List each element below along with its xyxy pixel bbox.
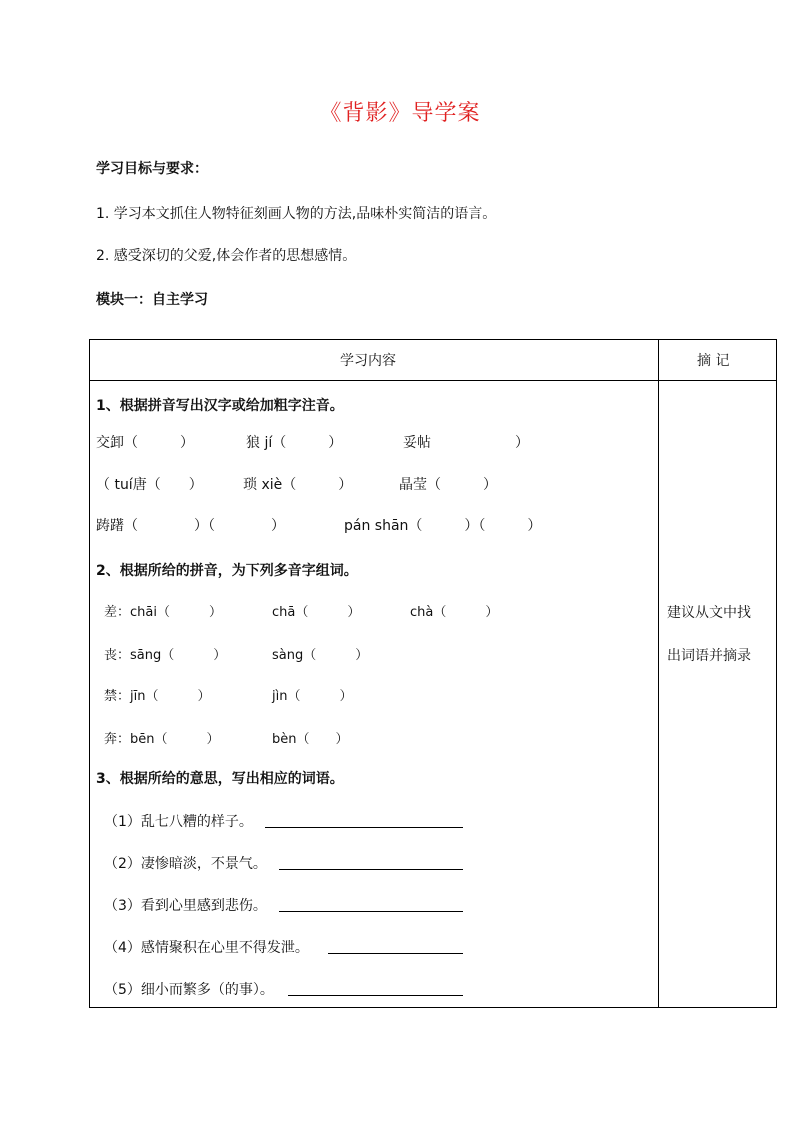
q1-item: 交卸（ ） (96, 435, 194, 451)
answer-line (328, 953, 463, 954)
answer-line (288, 995, 463, 996)
objective-item: 1. 学习本文抓住人物特征刻画人物的方法,品味朴实简洁的语言。 (96, 206, 497, 222)
q2-item: chā（ ） (272, 605, 361, 620)
column-header-notes: 摘 记 (697, 353, 730, 369)
q3-item: （2）凄惨暗淡，不景气。 (104, 856, 267, 872)
header-divider (90, 380, 776, 381)
q1-item: 琐 xiè（ ） (243, 477, 353, 493)
column-header-content: 学习内容 (340, 353, 396, 369)
q1-item: （ tuí唐（ ） (96, 477, 203, 493)
q2-item: 差：chāi（ ） (104, 605, 222, 620)
notes-hint-line2: 出词语并摘录 (667, 648, 751, 664)
objectives-heading: 学习目标与要求： (96, 161, 208, 177)
q3-item: （5）细小而繁多（的事）。 (104, 982, 274, 998)
q1-item: pán shān（ ）（ ） (344, 518, 542, 534)
q1-item: 狼 jí（ ） (246, 435, 343, 451)
q2-item: sàng（ ） (272, 648, 369, 663)
answer-line (279, 869, 463, 870)
q1-item: 妥帖 ） (403, 435, 529, 451)
page-title: 《背影》导学案 (319, 101, 481, 126)
q1-item: 晶莹（ ） (399, 477, 497, 493)
q3-item: （3）看到心里感到悲伤。 (104, 898, 267, 914)
answer-line (279, 911, 463, 912)
q2-item: 丧：sāng（ ） (104, 648, 227, 663)
module-heading: 模块一：自主学习 (96, 292, 208, 308)
column-divider (658, 340, 659, 1007)
q3-item: （4）感情聚积在心里不得发泄。 (104, 940, 309, 956)
objective-item: 2. 感受深切的父爱,体会作者的思想感情。 (96, 248, 357, 264)
q1-item: 踌躇（ ）（ ） (96, 518, 285, 534)
q3-item: （1）乱七八糟的样子。 (104, 814, 253, 830)
notes-hint-line1: 建议从文中找 (667, 605, 751, 621)
q2-item: 奔：bēn（ ） (104, 732, 220, 747)
answer-line (265, 827, 463, 828)
q2-item: chà（ ） (410, 605, 499, 620)
question-2-heading: 2、根据所给的拼音，为下列多音字组词。 (96, 563, 358, 579)
q2-item: 禁：jīn（ ） (104, 689, 211, 704)
question-1-heading: 1、根据拼音写出汉字或给加粗字注音。 (96, 398, 344, 414)
question-3-heading: 3、根据所给的意思，写出相应的词语。 (96, 771, 344, 787)
q2-item: jìn（ ） (272, 689, 353, 704)
q2-item: bèn（ ） (272, 732, 349, 747)
